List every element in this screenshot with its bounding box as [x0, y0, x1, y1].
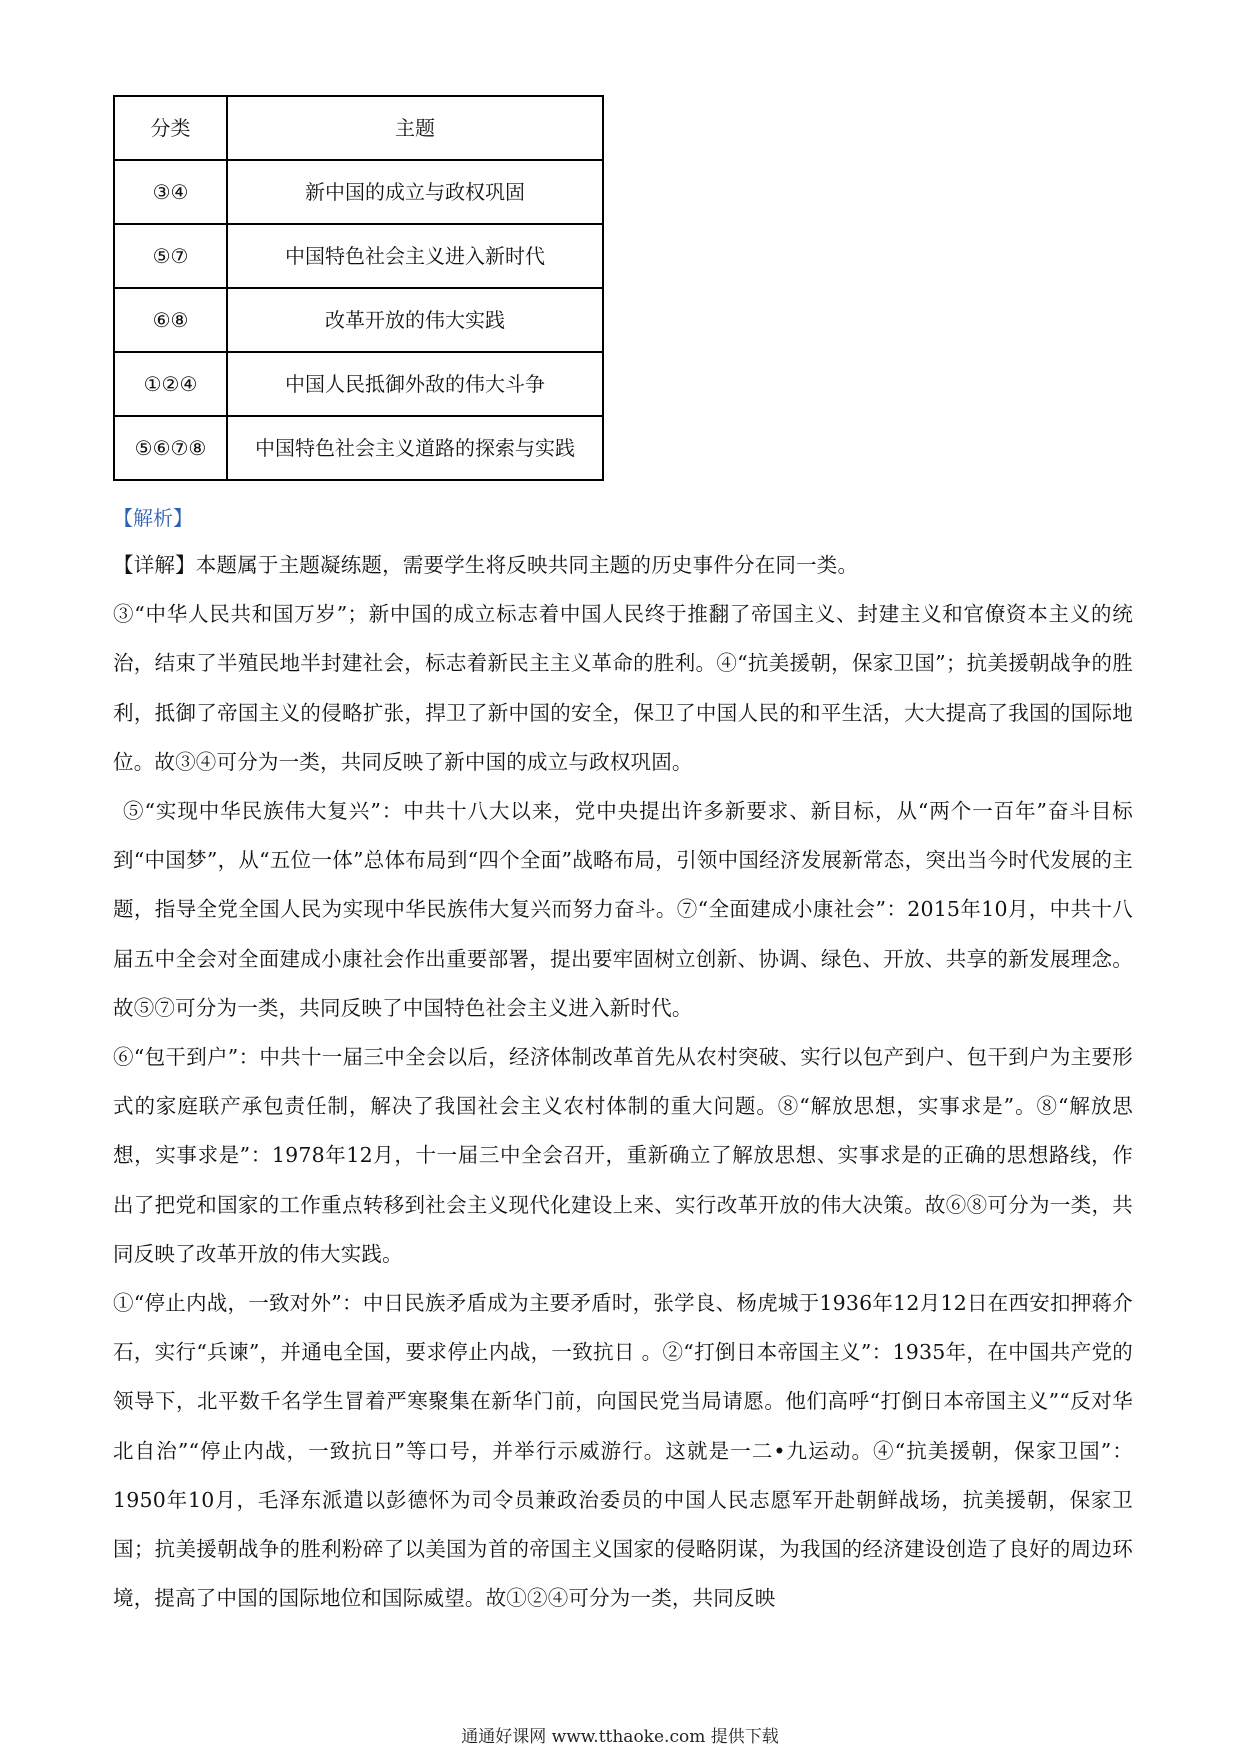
row-category: ①②④: [114, 352, 227, 416]
row-category: ⑤⑦: [114, 224, 227, 288]
analysis-tag: 【解析】: [113, 506, 193, 530]
table-header-row: [114, 96, 603, 160]
row-theme: 新中国的成立与政权巩固: [227, 160, 603, 224]
table-row: [114, 288, 603, 352]
classification-table: [113, 95, 604, 481]
row-category: ③④: [114, 160, 227, 224]
row-theme: 中国特色社会主义道路的探索与实践: [227, 416, 603, 480]
table-row: [114, 160, 603, 224]
table-row: [114, 416, 603, 480]
row-theme: 中国人民抵御外敌的伟大斗争: [227, 352, 603, 416]
row-theme: 中国特色社会主义进入新时代: [227, 224, 603, 288]
footer-source: 通通好课网 www.tthaoke.com 提供下载: [461, 1727, 779, 1747]
paragraph-group-68: ⑥“包干到户”：中共十一届三中全会以后，经济体制改革首先从农村突破、实行以包产到户、包干到户为主要形式的家庭联产承包责任制，解决了我国社会主义农村体制的重大问题。⑧“解放思想，实事求是”。⑧“解放思想，实事求是”：1978年12月，十一届三中全会召开，重新确立了解放思想、实事求是的正确的思想路线，作出了把党和国家的工作重点转移到社会主义现代化建设上来、实行改革开放的伟大决策。故⑥⑧可分为一类，共同反映了改革开放的伟大实践。: [113, 1045, 1133, 1266]
table-row: [114, 224, 603, 288]
row-theme: 改革开放的伟大实践: [227, 288, 603, 352]
detail-intro-paragraph: 【详解】本题属于主题凝练题，需要学生将反映共同主题的历史事件分在同一类。: [113, 553, 859, 577]
table-row: [114, 352, 603, 416]
paragraph-group-34: ③“中华人民共和国万岁”；新中国的成立标志着中国人民终于推翻了帝国主义、封建主义和官僚资本主义的统治，结束了半殖民地半封建社会，标志着新民主主义革命的胜利。④“抗美援朝，保家卫国”；抗美援朝战争的胜利，抵御了帝国主义的侵略扩张，捍卫了新中国的安全，保卫了中国人民的和平生活，大大提高了我国的国际地位。故③④可分为一类，共同反映了新中国的成立与政权巩固。: [113, 602, 1133, 774]
paragraph-group-57: ⑤“实现中华民族伟大复兴”：中共十八大以来，党中央提出许多新要求、新目标，从“两个一百年”奋斗目标到“中国梦”，从“五位一体”总体布局到“四个全面”战略布局，引领中国经济发展新常态，突出当今时代发展的主题，指导全党全国人民为实现中华民族伟大复兴而努力奋斗。⑦“全面建成小康社会”：2015年10月，中共十八届五中全会对全面建成小康社会作出重要部署，提出要牢固树立创新、协调、绿色、开放、共享的新发展理念。故⑤⑦可分为一类，共同反映了中国特色社会主义进入新时代。: [113, 799, 1133, 1020]
row-category: ⑥⑧: [114, 288, 227, 352]
header-category: 分类: [114, 96, 227, 160]
row-category: ⑤⑥⑦⑧: [114, 416, 227, 480]
analysis-body: [113, 541, 1133, 1623]
paragraph-group-124: ①“停止内战，一致对外”：中日民族矛盾成为主要矛盾时，张学良、杨虎城于1936年12月12日在西安扣押蒋介石，实行“兵谏”，并通电全国，要求停止内战，一致抗日 。②“打倒日本帝国主义”：1935年，在中国共产党的领导下，北平数千名学生冒着严寒聚集在新华门前，向国民党当局请愿。他们高呼“打倒日本帝国主义”“反对华北自治”“停止内战，一致抗日”等口号，并举行示威游行。这就是一二•九运动。④“抗美援朝，保家卫国”：1950年10月，毛泽东派遣以彭德怀为司令员兼政治委员的中国人民志愿军开赴朝鲜战场，抗美援朝，保家卫国；抗美援朝战争的胜利粉碎了以美国为首的帝国主义国家的侵略阴谋，为我国的经济建设创造了良好的周边环境，提高了中国的国际地位和国际威望。故①②④可分为一类，共同反映: [113, 1291, 1133, 1611]
header-theme: 主题: [227, 96, 603, 160]
